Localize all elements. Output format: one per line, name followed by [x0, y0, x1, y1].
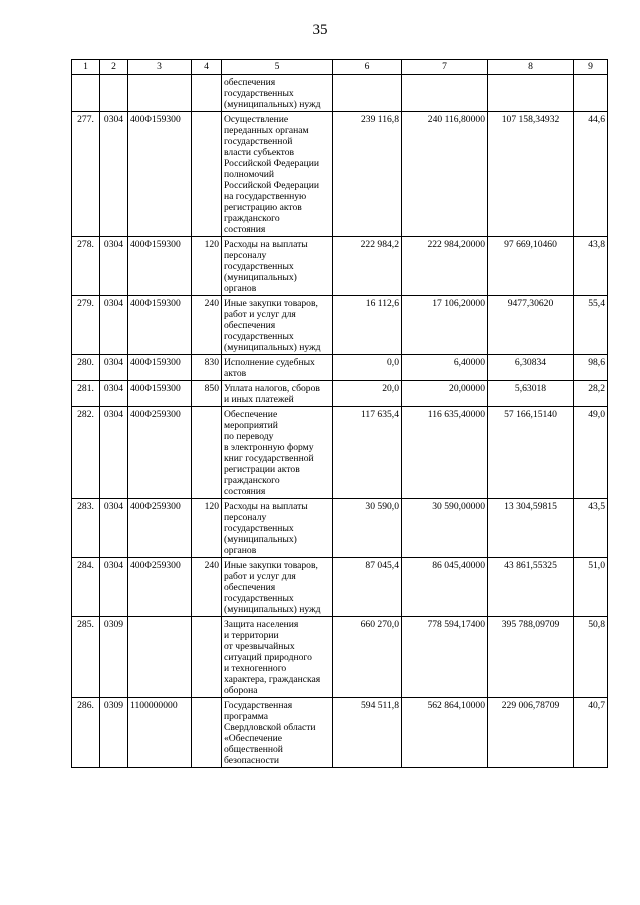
target-code-cell: 400Ф159300 — [128, 296, 192, 355]
planned-amount-cell: 30 590,0 — [333, 499, 402, 558]
row-number-cell: 281. — [72, 381, 100, 407]
section-code-cell: 0304 — [100, 558, 128, 617]
item-name-cell: Государственная программа Свердловской области «Обеспечение общественной безопасности — [222, 698, 333, 768]
section-code-cell: 0304 — [100, 237, 128, 296]
expense-type-cell: 830 — [192, 355, 222, 381]
approved-amount-cell: 6,40000 — [402, 355, 488, 381]
section-code-cell: 0304 — [100, 355, 128, 381]
approved-amount-cell: 222 984,20000 — [402, 237, 488, 296]
execution-percent-cell: 43,5 — [574, 499, 608, 558]
execution-percent-cell: 51,0 — [574, 558, 608, 617]
table-row — [72, 499, 608, 558]
actual-amount-cell: 43 861,55325 — [488, 558, 574, 617]
approved-amount-cell: 20,00000 — [402, 381, 488, 407]
table-row — [72, 698, 608, 768]
header-col-8: 8 — [488, 60, 574, 75]
table-row — [72, 407, 608, 499]
actual-amount-cell: 97 669,10460 — [488, 237, 574, 296]
table-header-row — [72, 60, 608, 75]
table-row — [72, 296, 608, 355]
table-row — [72, 558, 608, 617]
section-code-cell: 0309 — [100, 617, 128, 698]
header-col-7: 7 — [402, 60, 488, 75]
execution-percent-cell — [574, 75, 608, 112]
table-row — [72, 355, 608, 381]
planned-amount-cell: 117 635,4 — [333, 407, 402, 499]
target-code-cell: 400Ф259300 — [128, 499, 192, 558]
section-code-cell: 0304 — [100, 112, 128, 237]
approved-amount-cell: 116 635,40000 — [402, 407, 488, 499]
actual-amount-cell: 9477,30620 — [488, 296, 574, 355]
execution-percent-cell: 50,8 — [574, 617, 608, 698]
target-code-cell: 400Ф159300 — [128, 237, 192, 296]
row-number-cell: 277. — [72, 112, 100, 237]
actual-amount-cell: 57 166,15140 — [488, 407, 574, 499]
actual-amount-cell: 6,30834 — [488, 355, 574, 381]
expense-type-cell — [192, 75, 222, 112]
actual-amount-cell — [488, 75, 574, 112]
planned-amount-cell: 0,0 — [333, 355, 402, 381]
target-code-cell: 400Ф159300 — [128, 381, 192, 407]
expense-type-cell: 120 — [192, 499, 222, 558]
planned-amount-cell: 20,0 — [333, 381, 402, 407]
item-name-cell: Иные закупки товаров, работ и услуг для обеспечения государственных (муниципальных) нужд — [222, 296, 333, 355]
approved-amount-cell: 86 045,40000 — [402, 558, 488, 617]
actual-amount-cell: 229 006,78709 — [488, 698, 574, 768]
item-name-cell: Защита населения и территории от чрезвычайных ситуаций природного и техногенного характера, гражданская оборона — [222, 617, 333, 698]
target-code-cell: 400Ф159300 — [128, 355, 192, 381]
table-row — [72, 75, 608, 112]
expense-type-cell: 240 — [192, 558, 222, 617]
row-number-cell: 285. — [72, 617, 100, 698]
approved-amount-cell: 30 590,00000 — [402, 499, 488, 558]
approved-amount-cell: 562 864,10000 — [402, 698, 488, 768]
section-code-cell: 0304 — [100, 407, 128, 499]
row-number-cell: 279. — [72, 296, 100, 355]
header-col-6: 6 — [333, 60, 402, 75]
execution-percent-cell: 28,2 — [574, 381, 608, 407]
section-code-cell: 0304 — [100, 499, 128, 558]
execution-percent-cell: 98,6 — [574, 355, 608, 381]
planned-amount-cell: 239 116,8 — [333, 112, 402, 237]
target-code-cell: 400Ф259300 — [128, 558, 192, 617]
table-row — [72, 237, 608, 296]
table-row — [72, 381, 608, 407]
expense-type-cell: 240 — [192, 296, 222, 355]
execution-percent-cell: 43,8 — [574, 237, 608, 296]
execution-percent-cell: 55,4 — [574, 296, 608, 355]
execution-percent-cell: 44,6 — [574, 112, 608, 237]
planned-amount-cell: 87 045,4 — [333, 558, 402, 617]
section-code-cell: 0309 — [100, 698, 128, 768]
expense-type-cell: 850 — [192, 381, 222, 407]
header-col-9: 9 — [574, 60, 608, 75]
planned-amount-cell: 660 270,0 — [333, 617, 402, 698]
target-code-cell: 400Ф259300 — [128, 407, 192, 499]
section-code-cell: 0304 — [100, 296, 128, 355]
actual-amount-cell: 13 304,59815 — [488, 499, 574, 558]
item-name-cell: Обеспечение мероприятий по переводу в электронную форму книг государственной регистрации актов гражданского состояния — [222, 407, 333, 499]
item-name-cell: Расходы на выплаты персоналу государственных (муниципальных) органов — [222, 499, 333, 558]
row-number-cell: 284. — [72, 558, 100, 617]
row-number-cell — [72, 75, 100, 112]
expense-type-cell — [192, 112, 222, 237]
row-number-cell: 283. — [72, 499, 100, 558]
item-name-cell: Расходы на выплаты персоналу государственных (муниципальных) органов — [222, 237, 333, 296]
table-row — [72, 617, 608, 698]
header-col-1: 1 — [72, 60, 100, 75]
item-name-cell: Осуществление переданных органам государственной власти субъектов Российской Федерации полномочий Российской Федерации на государственную регистрацию актов гражданского состояния — [222, 112, 333, 237]
planned-amount-cell: 222 984,2 — [333, 237, 402, 296]
row-number-cell: 280. — [72, 355, 100, 381]
row-number-cell: 282. — [72, 407, 100, 499]
approved-amount-cell: 240 116,80000 — [402, 112, 488, 237]
row-number-cell: 286. — [72, 698, 100, 768]
budget-table — [71, 59, 608, 768]
actual-amount-cell: 5,63018 — [488, 381, 574, 407]
header-col-3: 3 — [128, 60, 192, 75]
section-code-cell — [100, 75, 128, 112]
row-number-cell: 278. — [72, 237, 100, 296]
header-col-5: 5 — [222, 60, 333, 75]
section-code-cell: 0304 — [100, 381, 128, 407]
approved-amount-cell: 17 106,20000 — [402, 296, 488, 355]
planned-amount-cell — [333, 75, 402, 112]
expense-type-cell — [192, 698, 222, 768]
actual-amount-cell: 395 788,09709 — [488, 617, 574, 698]
item-name-cell: Исполнение судебных актов — [222, 355, 333, 381]
approved-amount-cell: 778 594,17400 — [402, 617, 488, 698]
header-col-2: 2 — [100, 60, 128, 75]
execution-percent-cell: 49,0 — [574, 407, 608, 499]
item-name-cell: обеспечения государственных (муниципальных) нужд — [222, 75, 333, 112]
expense-type-cell — [192, 407, 222, 499]
expense-type-cell: 120 — [192, 237, 222, 296]
item-name-cell: Иные закупки товаров, работ и услуг для обеспечения государственных (муниципальных) нужд — [222, 558, 333, 617]
header-col-4: 4 — [192, 60, 222, 75]
approved-amount-cell — [402, 75, 488, 112]
target-code-cell: 400Ф159300 — [128, 112, 192, 237]
table-row — [72, 112, 608, 237]
execution-percent-cell: 40,7 — [574, 698, 608, 768]
target-code-cell — [128, 75, 192, 112]
target-code-cell: 1100000000 — [128, 698, 192, 768]
expense-type-cell — [192, 617, 222, 698]
actual-amount-cell: 107 158,34932 — [488, 112, 574, 237]
item-name-cell: Уплата налогов, сборов и иных платежей — [222, 381, 333, 407]
target-code-cell — [128, 617, 192, 698]
page-number: 35 — [312, 22, 328, 38]
planned-amount-cell: 16 112,6 — [333, 296, 402, 355]
planned-amount-cell: 594 511,8 — [333, 698, 402, 768]
